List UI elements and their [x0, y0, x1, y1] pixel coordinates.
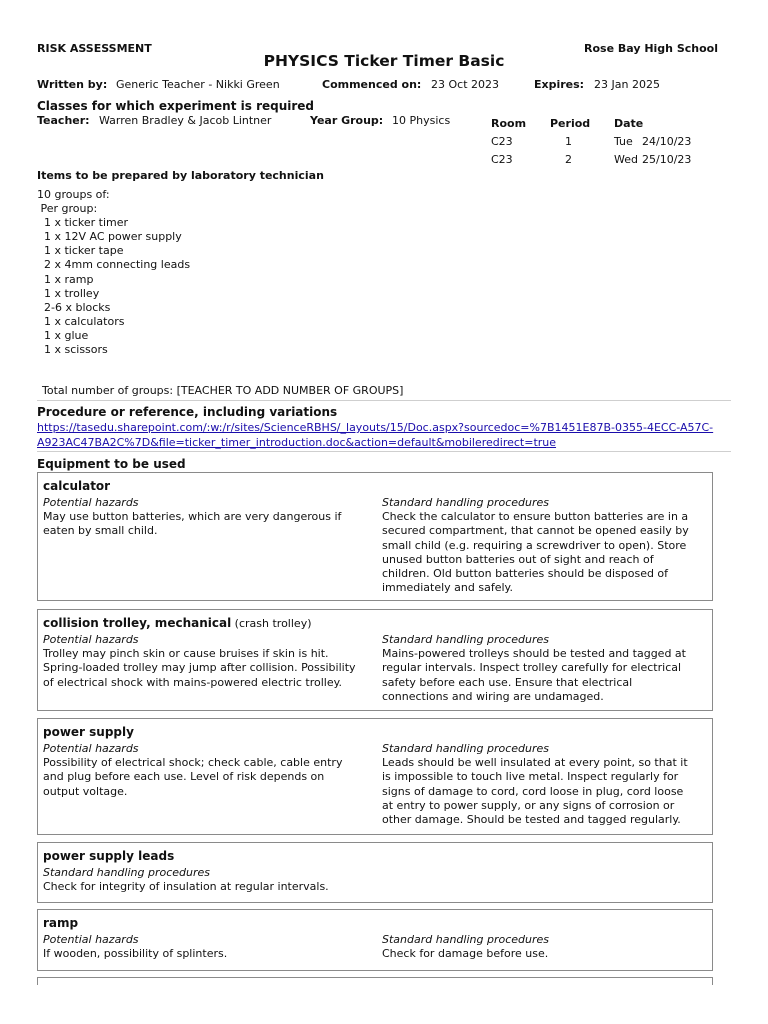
potential-hazards-label: Potential hazards [43, 933, 139, 946]
equipment-box [37, 842, 713, 903]
handling-procedures-text: signs of damage to cord, cord loose in plug, cord loose [382, 784, 684, 798]
teacher-label: Teacher: [37, 114, 90, 127]
teacher-value: Warren Bradley & Jacob Lintner [99, 114, 272, 127]
handling-procedures-text: Leads should be well insulated at every point, so that it [382, 756, 688, 770]
item-line: 1 x ramp [37, 272, 94, 286]
class-row-1-day: Tue [614, 135, 633, 148]
handling-procedures [382, 633, 712, 704]
equipment-name: collision trolley, mechanical (crash trolley) [43, 616, 312, 630]
written-by-value: Generic Teacher - Nikki Green [116, 78, 280, 91]
handling-procedures-text: children. Old button batteries should be disposed of [382, 567, 669, 581]
equipment-name: power supply [43, 725, 134, 739]
item-line: 1 x calculators [37, 314, 125, 328]
class-row-2-date: 25/10/23 [642, 153, 692, 166]
class-row-1-date: 24/10/23 [642, 135, 692, 148]
class-row-2-day: Wed [614, 153, 638, 166]
equipment-box-cutoff [37, 977, 713, 985]
year-group-label: Year Group: [310, 114, 384, 127]
equipment-heading: Equipment to be used [37, 457, 186, 471]
handling-procedures-text: is impossible to touch live metal. Inspect regularly for [382, 770, 679, 784]
handling-procedures [382, 496, 712, 595]
class-row-1-period: 1 [565, 135, 572, 148]
handling-procedures [382, 933, 712, 961]
written-by-label: Written by: [37, 78, 108, 91]
handling-procedures-text: Mains-powered trolleys should be tested and tagged at [382, 647, 686, 661]
item-line: 1 x ticker timer [37, 216, 129, 230]
equipment-name: calculator [43, 479, 111, 493]
item-line: 1 x 12V AC power supply [37, 230, 182, 244]
potential-hazards [43, 633, 368, 690]
equipment-name: power supply leads [43, 849, 175, 863]
handling-procedures-text: regular intervals. Inspect trolley carefully for electrical [382, 661, 682, 675]
commenced-value: 23 Oct 2023 [431, 78, 500, 91]
class-row-2-period: 2 [565, 153, 572, 166]
item-line: 1 x glue [37, 328, 89, 342]
document-type: RISK ASSESSMENT [37, 42, 152, 55]
handling-procedures-text: safety before each use. Ensure that electrical [382, 675, 633, 689]
handling-procedures-text: Check the calculator to ensure button batteries are in a [382, 510, 689, 524]
handling-procedures-text: other damage. Should be tested and tagged regularly. [382, 813, 681, 827]
potential-hazards [43, 933, 368, 961]
expires-label: Expires: [534, 78, 585, 91]
col-header-period: Period [550, 117, 591, 130]
class-row-1-room: C23 [491, 135, 513, 148]
col-header-date: Date [614, 117, 644, 130]
procedure-link[interactable] [37, 421, 737, 450]
col-header-room: Room [491, 117, 527, 130]
handling-procedures-text: connections and wiring are undamaged. [382, 689, 604, 703]
expires-value: 23 Jan 2025 [594, 78, 660, 91]
potential-hazards-text: eaten by small child. [43, 524, 158, 538]
items-heading: Items to be prepared by laboratory technician [37, 169, 324, 182]
equipment-subname: (crash trolley) [231, 617, 312, 630]
handling-procedures-text: Check for integrity of insulation at regular intervals. [43, 880, 329, 894]
item-line: 2-6 x blocks [37, 300, 111, 314]
handling-procedures-label: Standard handling procedures [382, 933, 549, 946]
equipment-box [37, 718, 713, 835]
item-line: 2 x 4mm connecting leads [37, 258, 191, 272]
potential-hazards-text: of electrical shock with mains-powered electric trolley. [43, 675, 343, 689]
school-name: Rose Bay High School [584, 42, 719, 55]
handling-procedures-label: Standard handling procedures [43, 866, 210, 879]
handling-procedures-text: unused button batteries out of sight and reach of [382, 552, 654, 566]
handling-procedures-label: Standard handling procedures [382, 496, 549, 509]
divider [37, 400, 731, 401]
handling-procedures-text: small child (e.g. requiring a screwdriver to open). Store [382, 538, 687, 552]
item-line: 1 x ticker tape [37, 244, 124, 258]
items-list [37, 188, 190, 357]
potential-hazards-text: Possibility of electrical shock; check cable, cable entry [43, 756, 343, 770]
item-line: 1 x trolley [37, 286, 100, 300]
handling-procedures-label: Standard handling procedures [382, 633, 549, 646]
potential-hazards [43, 496, 368, 539]
equipment-box [37, 909, 713, 971]
handling-procedures-label: Standard handling procedures [382, 742, 549, 755]
divider [37, 451, 731, 452]
equipment-box [37, 472, 713, 601]
commenced-label: Commenced on: [322, 78, 422, 91]
potential-hazards [43, 742, 368, 799]
handling-procedures-text: immediately and safely. [382, 581, 513, 595]
handling-procedures [382, 742, 712, 827]
potential-hazards-label: Potential hazards [43, 742, 139, 755]
year-group-value: 10 Physics [392, 114, 451, 127]
equipment-name: ramp [43, 916, 79, 930]
classes-heading: Classes for which experiment is required [37, 99, 315, 113]
page-title: PHYSICS Ticker Timer Basic [263, 52, 505, 70]
procedure-link-line-2[interactable]: A923AC47BA2C%7D&file=ticker_timer_introduction.doc&action=default&mobileredirect=true [37, 435, 557, 449]
potential-hazards-text: If wooden, possibility of splinters. [43, 947, 228, 961]
item-line: 10 groups of: [37, 188, 110, 201]
procedure-heading: Procedure or reference, including variations [37, 405, 338, 419]
procedure-link-line-1[interactable]: https://tasedu.sharepoint.com/:w:/r/sites/ScienceRBHS/_layouts/15/Doc.aspx?sourcedoc=%7B1451E87B-0355-4ECC-A57C- [37, 421, 714, 434]
potential-hazards-label: Potential hazards [43, 496, 139, 509]
handling-procedures-text: Check for damage before use. [382, 947, 549, 961]
potential-hazards-text: and plug before each use. Level of risk depends on [43, 770, 325, 784]
equipment-box [37, 609, 713, 711]
potential-hazards-text: May use button batteries, which are very dangerous if [43, 510, 342, 524]
class-row-2-room: C23 [491, 153, 513, 166]
handling-procedures-text: at entry to power supply, or any signs of corrosion or [382, 798, 675, 812]
handling-procedures [43, 866, 368, 894]
potential-hazards-text: Spring-loaded trolley may jump after collision. Possibility [43, 661, 356, 675]
item-line: 1 x scissors [37, 343, 108, 357]
total-groups: Total number of groups: [TEACHER TO ADD NUMBER OF GROUPS] [42, 384, 404, 397]
item-line: Per group: [37, 202, 98, 216]
potential-hazards-label: Potential hazards [43, 633, 139, 646]
potential-hazards-text: Trolley may pinch skin or cause bruises if skin is hit. [43, 647, 329, 661]
potential-hazards-text: output voltage. [43, 784, 128, 798]
handling-procedures-text: secured compartment, that cannot be opened easily by [382, 524, 689, 538]
